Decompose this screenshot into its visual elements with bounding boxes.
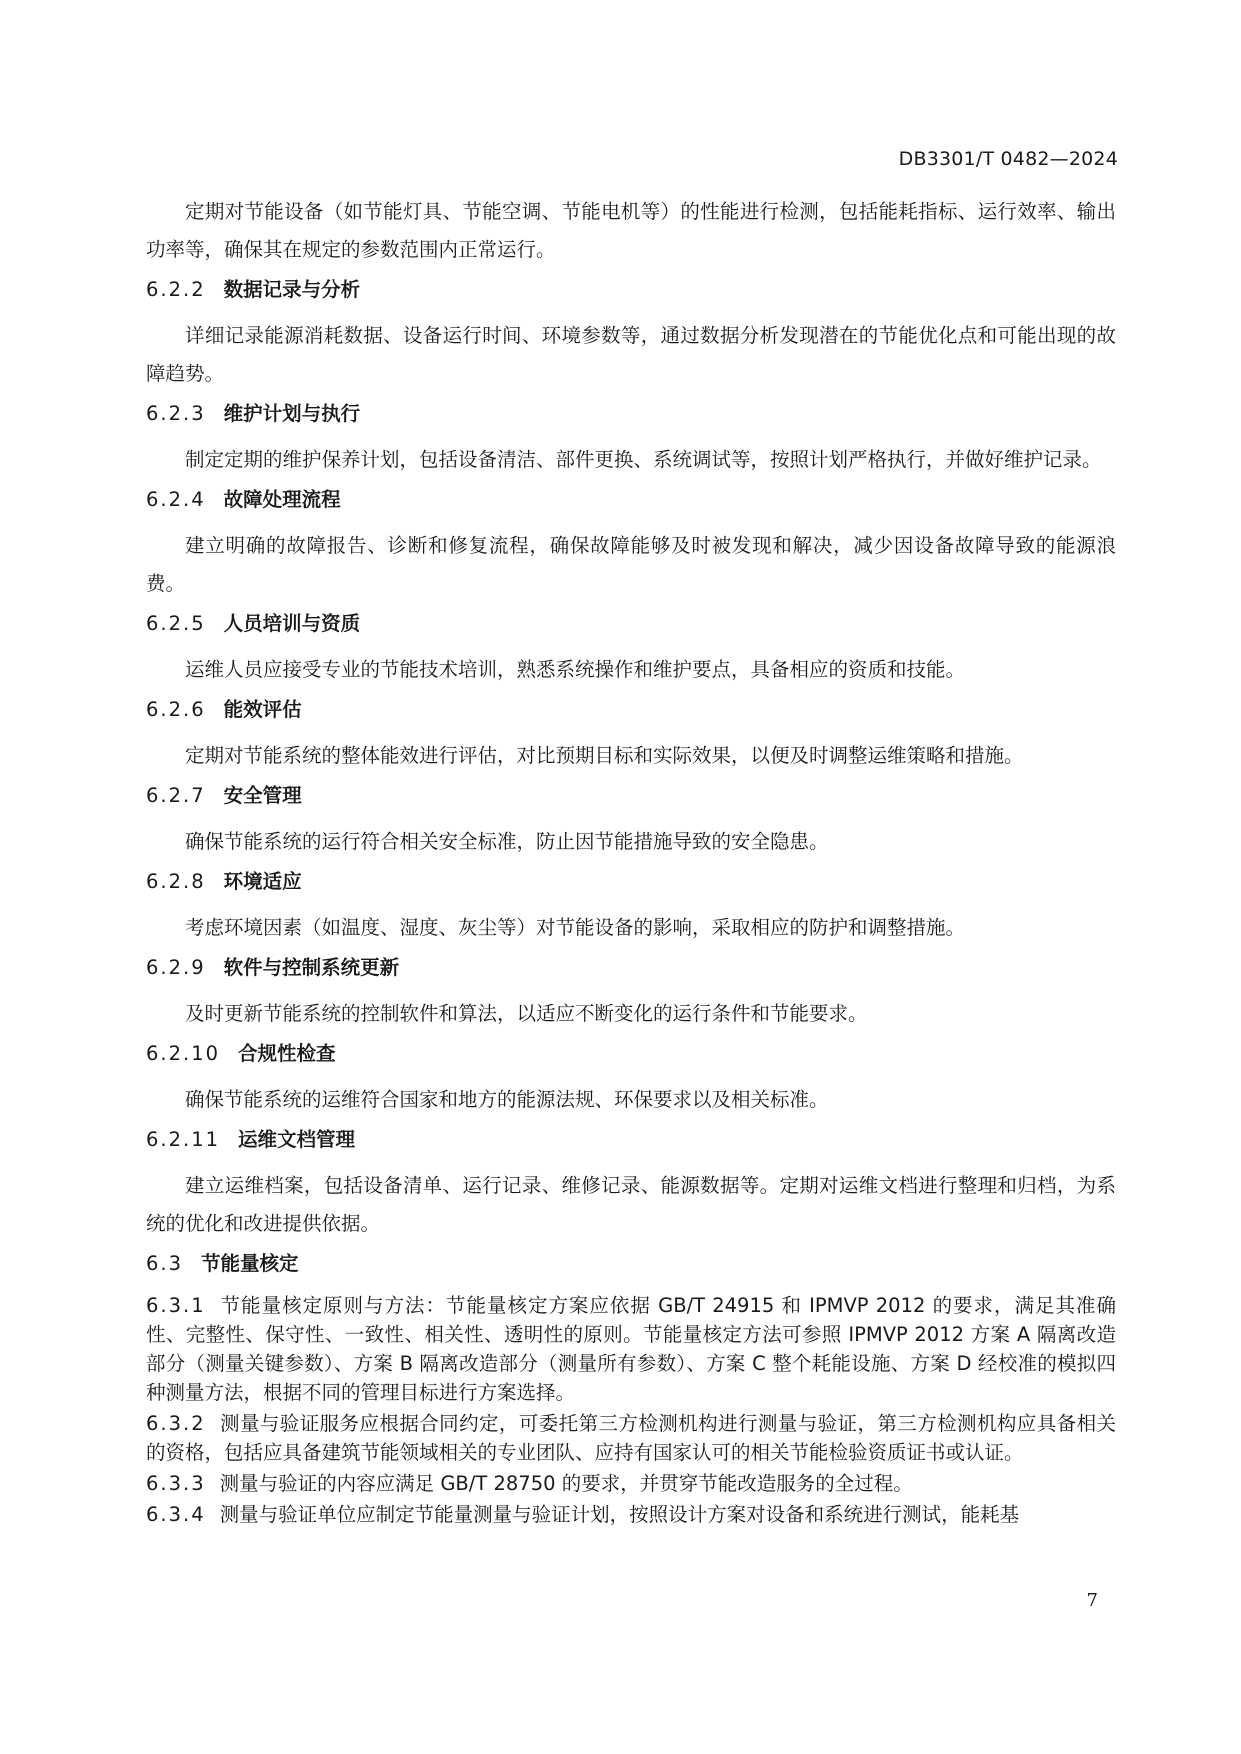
clause-6-3-1 (146, 1291, 1116, 1407)
section-number: 6.2.4 (146, 488, 206, 511)
clause-text: 节能量核定原则与方法：节能量核定方案应依据 GB/T 24915 和 IPMVP 2012 的要求，满足其准确性、完整性、保守性、一致性、相关性、透明性的原则。节能量核定方法可参照 IPMVP 2012 方案 A 隔离改造部分（测量关键参数）、方案 B 隔离改造部分（测量所有参数）、方案 C 整个耗能设施、方案 D 经校准的模拟四种测量方法，根据不同的管理目标进行方案选择。 (146, 1294, 1116, 1404)
section-number: 6.2.6 (146, 698, 206, 721)
section-number: 6.2.2 (146, 278, 206, 301)
clause-number: 6.3.1 (146, 1294, 206, 1317)
section-title: 软件与控制系统更新 (223, 956, 400, 979)
section-heading-6-2-5 (146, 611, 1116, 637)
section-body-6-2-5: 运维人员应接受专业的节能技术培训，熟悉系统操作和维护要点，具备相应的资质和技能。 (185, 658, 966, 681)
clause-text: 测量与验证单位应制定节能量测量与验证计划，按照设计方案对设备和系统进行测试，能耗基 (219, 1503, 1020, 1526)
clause-number: 6.3.2 (146, 1412, 206, 1435)
intro-paragraph: 定期对节能设备（如节能灯具、节能空调、节能电机等）的性能进行检测，包括能耗指标、运行效率、输出功率等，确保其在规定的参数范围内正常运行。 (146, 200, 1116, 261)
section-heading-6-2-11 (146, 1127, 1116, 1153)
clause-6-3-4 (146, 1500, 1116, 1529)
section-title: 环境适应 (223, 870, 302, 893)
section-number: 6.2.10 (146, 1042, 221, 1065)
section-heading-6-2-2 (146, 277, 1116, 303)
section-title: 节能量核定 (201, 1252, 299, 1275)
page-number: 7 (1086, 1590, 1098, 1611)
section-heading-6-2-8 (146, 869, 1116, 895)
section-heading-6-2-7 (146, 783, 1116, 809)
section-title: 人员培训与资质 (223, 612, 361, 635)
section-title: 故障处理流程 (223, 488, 341, 511)
section-title: 合规性检查 (238, 1042, 336, 1065)
section-title: 运维文档管理 (238, 1128, 356, 1151)
document-body (146, 193, 1116, 1531)
section-number: 6.3 (146, 1252, 184, 1275)
section-number: 6.2.8 (146, 870, 206, 893)
clause-number: 6.3.3 (146, 1472, 206, 1495)
section-heading-6-2-4 (146, 487, 1116, 513)
section-number: 6.2.9 (146, 956, 206, 979)
clause-number: 6.3.4 (146, 1503, 206, 1526)
clause-6-3-3 (146, 1469, 1116, 1498)
section-body-6-2-7: 确保节能系统的运行符合相关安全标准，防止因节能措施导致的安全隐患。 (185, 830, 829, 853)
section-number: 6.2.5 (146, 612, 206, 635)
section-heading-6-2-6 (146, 697, 1116, 723)
clause-text: 测量与验证的内容应满足 GB/T 28750 的要求，并贯穿节能改造服务的全过程。 (219, 1472, 913, 1495)
section-number: 6.2.11 (146, 1128, 221, 1151)
section-title: 能效评估 (223, 698, 302, 721)
section-body-6-2-9: 及时更新节能系统的控制软件和算法，以适应不断变化的运行条件和节能要求。 (185, 1002, 868, 1025)
section-heading-6-2-10 (146, 1041, 1116, 1067)
section-heading-6-2-9 (146, 955, 1116, 981)
section-heading-6-3 (146, 1251, 1116, 1277)
section-heading-6-2-3 (146, 401, 1116, 427)
section-title: 数据记录与分析 (223, 278, 361, 301)
section-body-6-2-4: 建立明确的故障报告、诊断和修复流程，确保故障能够及时被发现和解决，减少因设备故障导致的能源浪费。 (146, 534, 1116, 595)
section-title: 维护计划与执行 (223, 402, 361, 425)
clause-text: 测量与验证服务应根据合同约定，可委托第三方检测机构进行测量与验证，第三方检测机构应具备相关的资格，包括应具备建筑节能领域相关的专业团队、应持有国家认可的相关节能检验资质证书或认证。 (146, 1412, 1116, 1464)
section-title: 安全管理 (223, 784, 302, 807)
section-body-6-2-11: 建立运维档案，包括设备清单、运行记录、维修记录、能源数据等。定期对运维文档进行整理和归档，为系统的优化和改进提供依据。 (146, 1174, 1116, 1235)
section-number: 6.2.3 (146, 402, 206, 425)
section-body-6-2-3: 制定定期的维护保养计划，包括设备清洁、部件更换、系统调试等，按照计划严格执行，并做好维护记录。 (185, 448, 1102, 471)
section-body-6-2-6: 定期对节能系统的整体能效进行评估，对比预期目标和实际效果，以便及时调整运维策略和措施。 (185, 744, 1024, 767)
document-code: DB3301/T 0482—2024 (898, 148, 1118, 170)
section-body-6-2-2: 详细记录能源消耗数据、设备运行时间、环境参数等，通过数据分析发现潜在的节能优化点和可能出现的故障趋势。 (146, 324, 1116, 385)
clause-6-3-2 (146, 1409, 1116, 1467)
section-body-6-2-8: 考虑环境因素（如温度、湿度、灰尘等）对节能设备的影响，采取相应的防护和调整措施。 (185, 916, 966, 939)
section-body-6-2-10: 确保节能系统的运维符合国家和地方的能源法规、环保要求以及相关标准。 (185, 1088, 829, 1111)
section-number: 6.2.7 (146, 784, 206, 807)
